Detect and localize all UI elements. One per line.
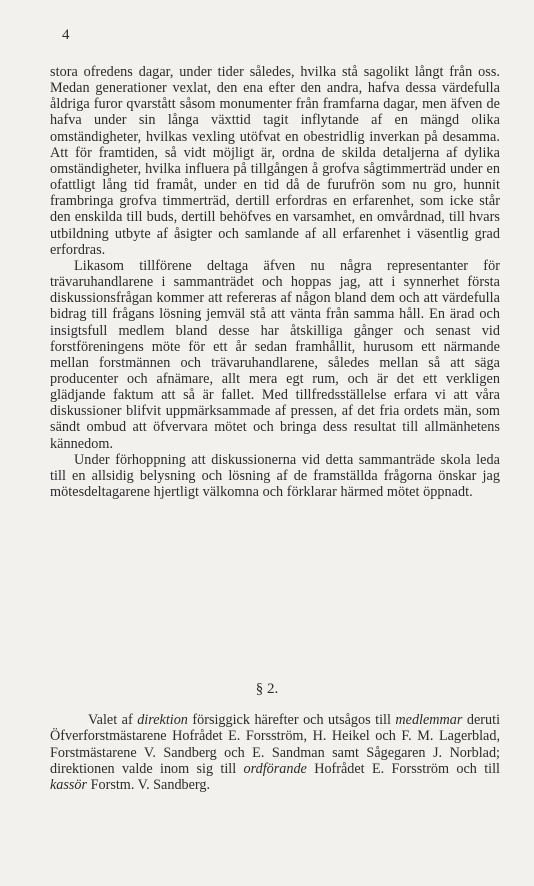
text-segment: deruti Öfverforstmästarene Hofrådet E. Forsström, H. Heikel och F. M. Lagerblad, Forstmästarene V. Sandberg och E. Sandman samt Sågegaren J. Norblad; direktionen valde inom sig till: [50, 712, 501, 777]
section-2-text: [50, 712, 500, 793]
italic-term-medlemmar: medlemmar: [395, 712, 463, 728]
text-segment: Valet af: [88, 712, 138, 728]
text-segment: Hofrådet E. Forsström och till: [306, 760, 500, 777]
text-segment: Forstm. V. Sandberg.: [87, 777, 211, 794]
page-number: 4: [62, 27, 70, 43]
paragraph-3: Under förhoppning att diskussionerna vid detta sammanträde skola leda till en allsidig belysning och lösning af de framställda frågorna önskar jag mötesdeltagarene hjertligt välkomna och förklarar härmed mötet öppnadt.: [50, 451, 500, 501]
text-segment: försiggick härefter och utsågos till: [187, 712, 396, 728]
italic-term-direktion: direktion: [137, 712, 188, 728]
section-2-paragraph: [50, 712, 500, 793]
italic-term-ordforande: ordförande: [243, 760, 307, 777]
paragraph-2: Likasom tillförene deltaga äfven nu några representanter för trävaruhandlarene i sammanträdet och hoppas jag, att i synnerhet första diskussionsfrågan kommer att refereras af någon bland dem och att värdefulla bidrag till frågans lösning jemväl stå att vänta från samma håll. En ärad och insigtsfull medlem bland desse har åtskilliga gånger och senast vid forstföreningens möte för ett år sedan framhållit, hurusom ett närmande mellan forstmännen och trävaruhandlarene, således mellan så att säga producenter och afnämare, allt mera egt rum, och är det ett verkligen glädjande faktum att så är fallet. Med tillfredsställelse erfara vi att våra diskussioner blifvit uppmärksammade af pressen, af det fria ordets män, som sändt ombud att öfvervara mötet och bringa dess resultat till allmänhetens kännedom.: [50, 257, 500, 452]
italic-term-kassor: kassör: [50, 777, 88, 794]
body-text: [50, 64, 500, 500]
section-heading: § 2.: [255, 681, 279, 697]
paragraph-1: stora ofredens dagar, under tider således, hvilka stå sagolikt långt från oss. Medan generationer vexlat, den ena efter den andra, hafva dessa värdefulla åldriga furor qvarstått såsom monumenter från framfarna dagar, men äfven de hafva under sin långa växttid tagit inflytande af en mängd olika omständigheter, hvilkas vexling utöfvat en obestridlig inverkan på desamma. Att för framtiden, så vidt möjligt är, ordna de skilda detaljerna af dylika omständigheter, hvilka influera på tillgången å grofva sågtimmerträd under en ofattligt lång tid framåt, under en tid då de furufrön som nu gro, hunnit frambringa grofva timmerträd, dertill erfordras en erfarenhet, som icke står den enskilda till buds, dertill behöfves en varsamhet, en omvårdnad, till hvars utbildning utbyte af åsigter och samlande af all erfarenhet i väsentlig grad erfordras.: [50, 64, 500, 258]
